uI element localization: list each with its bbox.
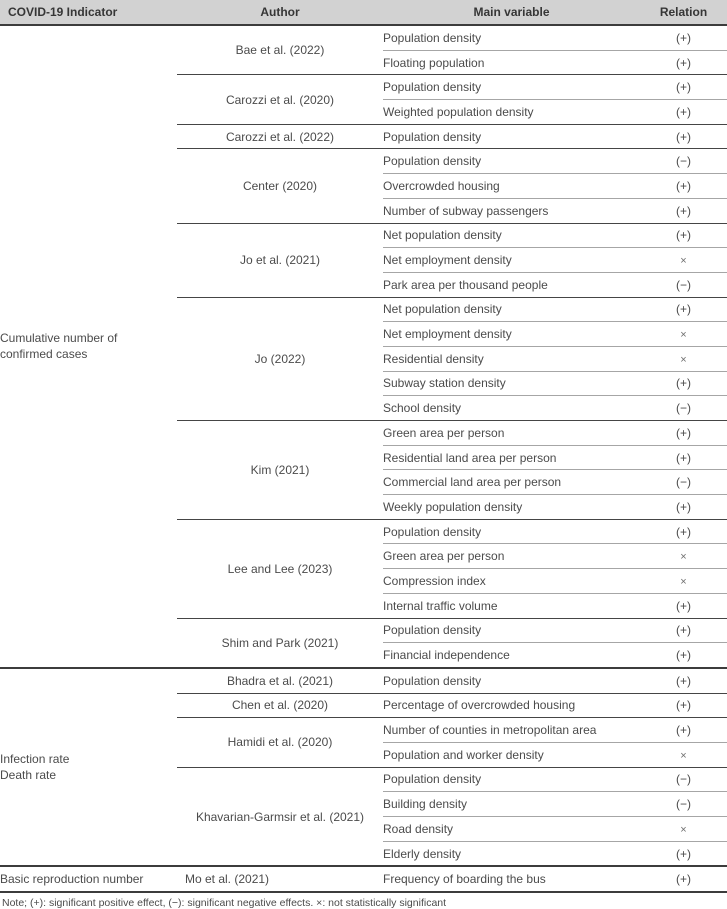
relation-cell: (+) bbox=[640, 495, 727, 520]
variable-cell: Number of subway passengers bbox=[383, 198, 640, 223]
variable-cell: Weighted population density bbox=[383, 100, 640, 125]
variable-cell: School density bbox=[383, 396, 640, 421]
variable-cell: Population and worker density bbox=[383, 742, 640, 767]
variable-cell: Net population density bbox=[383, 223, 640, 248]
relation-cell: (+) bbox=[640, 866, 727, 892]
author-cell: Shim and Park (2021) bbox=[177, 618, 383, 668]
variable-cell: Percentage of overcrowded housing bbox=[383, 693, 640, 718]
relation-cell: (+) bbox=[640, 421, 727, 446]
author-cell: Carozzi et al. (2020) bbox=[177, 75, 383, 124]
author-cell: Bae et al. (2022) bbox=[177, 25, 383, 75]
relation-cell: (+) bbox=[640, 693, 727, 718]
variable-cell: Population density bbox=[383, 124, 640, 149]
variable-cell: Population density bbox=[383, 25, 640, 50]
table-row bbox=[0, 866, 727, 892]
author-cell: Khavarian-Garmsir et al. (2021) bbox=[177, 767, 383, 866]
variable-cell: Population density bbox=[383, 519, 640, 544]
relation-not-significant: × bbox=[680, 823, 687, 836]
relation-not-significant: × bbox=[680, 575, 687, 588]
indicator-line: Basic reproduction number bbox=[0, 872, 144, 887]
relation-not-significant: × bbox=[680, 749, 687, 762]
author-cell: Center (2020) bbox=[177, 149, 383, 223]
relation-cell: (−) bbox=[640, 396, 727, 421]
author-cell: Jo (2022) bbox=[177, 297, 383, 420]
variable-cell: Compression index bbox=[383, 569, 640, 594]
indicator-line: Infection rate bbox=[0, 751, 70, 766]
col-header-author: Author bbox=[177, 0, 383, 25]
relation-cell: (+) bbox=[640, 718, 727, 743]
relation-cell: (+) bbox=[640, 50, 727, 75]
author-cell: Jo et al. (2021) bbox=[177, 223, 383, 297]
relation-cell bbox=[640, 817, 727, 842]
variable-cell: Overcrowded housing bbox=[383, 174, 640, 199]
relation-cell: (+) bbox=[640, 75, 727, 100]
variable-cell: Residential density bbox=[383, 346, 640, 371]
variable-cell: Building density bbox=[383, 792, 640, 817]
variable-cell: Financial independence bbox=[383, 643, 640, 668]
relation-cell: (+) bbox=[640, 297, 727, 322]
table-body bbox=[0, 25, 727, 892]
relation-cell: (+) bbox=[640, 198, 727, 223]
relation-cell: (+) bbox=[640, 174, 727, 199]
relation-cell bbox=[640, 346, 727, 371]
indicator-line: Death rate bbox=[0, 768, 57, 783]
variable-cell: Population density bbox=[383, 75, 640, 100]
header-row bbox=[0, 0, 727, 25]
variable-cell: Population density bbox=[383, 767, 640, 792]
relation-cell: (+) bbox=[640, 618, 727, 643]
relation-cell: (+) bbox=[640, 100, 727, 125]
variable-cell: Number of counties in metropolitan area bbox=[383, 718, 640, 743]
relation-cell bbox=[640, 322, 727, 347]
relation-cell: (+) bbox=[640, 643, 727, 668]
table-row bbox=[0, 668, 727, 693]
variable-cell: Green area per person bbox=[383, 544, 640, 569]
relation-cell: (+) bbox=[640, 841, 727, 866]
indicator-line: confirmed cases bbox=[0, 347, 88, 362]
indicator-cell bbox=[0, 866, 177, 892]
author-cell: Bhadra et al. (2021) bbox=[177, 668, 383, 693]
relation-cell: (−) bbox=[640, 272, 727, 297]
variable-cell: Green area per person bbox=[383, 421, 640, 446]
variable-cell: Internal traffic volume bbox=[383, 593, 640, 618]
author-cell: Lee and Lee (2023) bbox=[177, 519, 383, 618]
author-cell: Mo et al. (2021) bbox=[177, 866, 383, 892]
variable-cell: Subway station density bbox=[383, 371, 640, 396]
author-cell: Carozzi et al. (2022) bbox=[177, 124, 383, 149]
relation-cell: (+) bbox=[640, 25, 727, 50]
table-header bbox=[0, 0, 727, 25]
relation-cell: (−) bbox=[640, 470, 727, 495]
variable-cell: Park area per thousand people bbox=[383, 272, 640, 297]
col-header-relation: Relation bbox=[640, 0, 727, 25]
relation-cell: (+) bbox=[640, 124, 727, 149]
author-cell: Kim (2021) bbox=[177, 421, 383, 520]
variable-cell: Frequency of boarding the bus bbox=[383, 866, 640, 892]
variable-cell: Population density bbox=[383, 149, 640, 174]
col-header-main-variable: Main variable bbox=[383, 0, 640, 25]
relation-cell bbox=[640, 569, 727, 594]
relation-cell: (+) bbox=[640, 519, 727, 544]
indicator-line: Cumulative number of bbox=[0, 331, 118, 346]
variable-cell: Commercial land area per person bbox=[383, 470, 640, 495]
author-cell: Hamidi et al. (2020) bbox=[177, 718, 383, 767]
relation-cell: (−) bbox=[640, 149, 727, 174]
relation-cell: (+) bbox=[640, 371, 727, 396]
author-cell: Chen et al. (2020) bbox=[177, 693, 383, 718]
relation-not-significant: × bbox=[680, 353, 687, 366]
relation-not-significant: × bbox=[680, 255, 687, 268]
relation-not-significant: × bbox=[680, 329, 687, 342]
variable-cell: Net population density bbox=[383, 297, 640, 322]
table-note: Note; (+): significant positive effect, (−): significant negative effects. ×: not statistically significant bbox=[2, 897, 447, 909]
indicator-cell bbox=[0, 25, 177, 668]
variable-cell: Population density bbox=[383, 618, 640, 643]
variable-cell: Weekly population density bbox=[383, 495, 640, 520]
relation-cell bbox=[640, 544, 727, 569]
relation-cell bbox=[640, 742, 727, 767]
relation-cell: (+) bbox=[640, 445, 727, 470]
variable-cell: Floating population bbox=[383, 50, 640, 75]
variable-cell: Population density bbox=[383, 668, 640, 693]
indicator-cell bbox=[0, 668, 177, 867]
variable-cell: Net employment density bbox=[383, 322, 640, 347]
table-row bbox=[0, 25, 727, 50]
variable-cell: Elderly density bbox=[383, 841, 640, 866]
relation-cell: (+) bbox=[640, 593, 727, 618]
variable-cell: Net employment density bbox=[383, 248, 640, 273]
relation-cell: (−) bbox=[640, 767, 727, 792]
relation-cell: (+) bbox=[640, 668, 727, 693]
relation-cell: (−) bbox=[640, 792, 727, 817]
relation-not-significant: × bbox=[680, 551, 687, 564]
variable-cell: Residential land area per person bbox=[383, 445, 640, 470]
relation-cell: (+) bbox=[640, 223, 727, 248]
relation-cell bbox=[640, 248, 727, 273]
col-header-covid-indicator: COVID-19 Indicator bbox=[0, 0, 177, 25]
variable-cell: Road density bbox=[383, 817, 640, 842]
